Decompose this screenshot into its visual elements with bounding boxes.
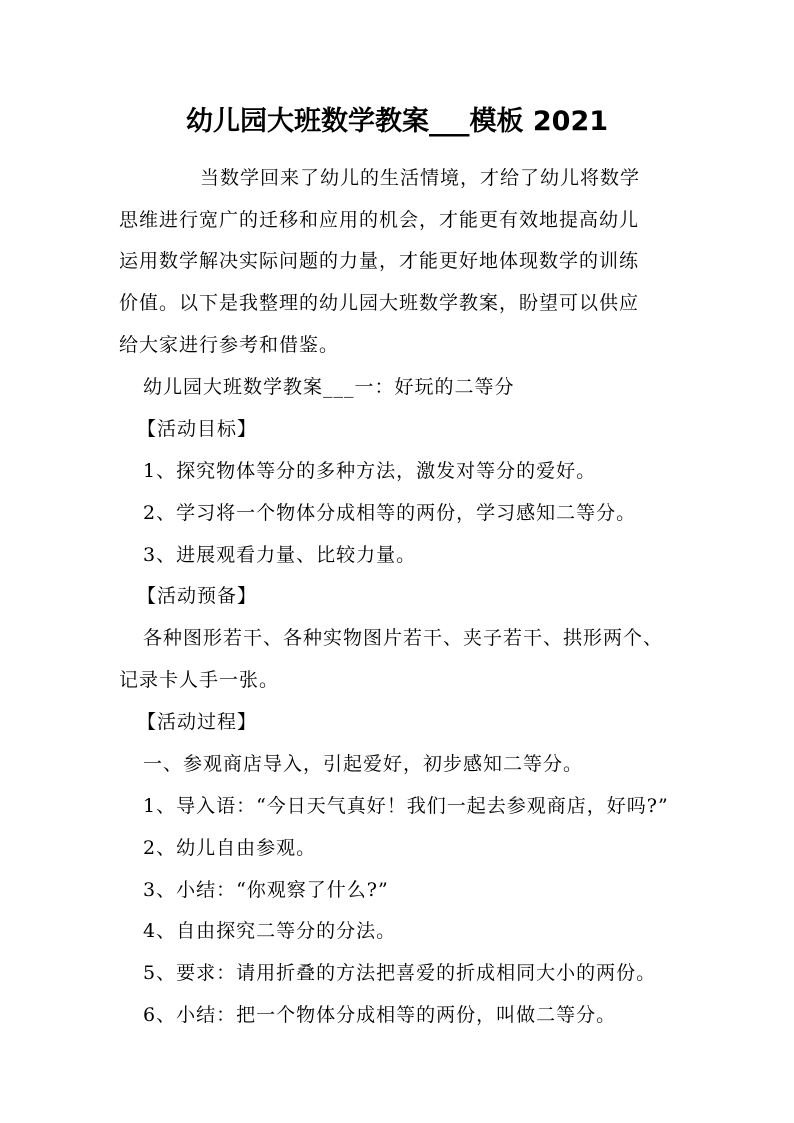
prep-line: 各种图形若干、各种实物图片若干、夹子若干、拱形两个、 <box>143 627 664 649</box>
process-item: 1、导入语：“今日天气真好！我们一起去参观商店，好吗?” <box>143 795 669 817</box>
intro-line: 价值。以下是我整理的幼儿园大班数学教案，盼望可以供应 <box>119 292 640 314</box>
intro-line: 当数学回来了幼儿的生活情境，才给了幼儿将数学 <box>200 167 641 189</box>
process-item: 4、自由探究二等分的分法。 <box>143 920 397 942</box>
document-title: 幼儿园大班数学教案___模板 2021 <box>185 106 609 137</box>
process-item: 2、幼儿自由参观。 <box>143 837 317 859</box>
goal-item: 2、学习将一个物体分成相等的两份，学习感知二等分。 <box>143 502 637 524</box>
process-item: 6、小结：把一个物体分成相等的两份，叫做二等分。 <box>143 1004 617 1026</box>
prep-line: 记录卡人手一张。 <box>119 669 280 691</box>
process-item: 一、参观商店导入，引起爱好，初步感知二等分。 <box>143 753 584 775</box>
lesson-heading: 幼儿园大班数学教案___一：好玩的二等分 <box>143 376 515 398</box>
process-item: 5、要求：请用折叠的方法把喜爱的折成相同大小的两份。 <box>143 962 657 984</box>
goal-item: 1、探究物体等分的多种方法，激发对等分的爱好。 <box>143 460 597 482</box>
process-item: 3、小结：“你观察了什么?” <box>143 879 389 901</box>
intro-line: 运用数学解决实际问题的力量，才能更好地体现数学的训练 <box>119 250 640 272</box>
intro-line: 给大家进行参考和借鉴。 <box>119 334 340 356</box>
goals-heading: 【活动目标】 <box>137 418 258 440</box>
intro-line: 思维进行宽广的迁移和应用的机会，才能更有效地提高幼儿 <box>119 209 640 231</box>
goal-item: 3、进展观看力量、比较力量。 <box>143 544 417 566</box>
prep-heading: 【活动预备】 <box>137 585 258 607</box>
process-heading: 【活动过程】 <box>137 711 258 733</box>
